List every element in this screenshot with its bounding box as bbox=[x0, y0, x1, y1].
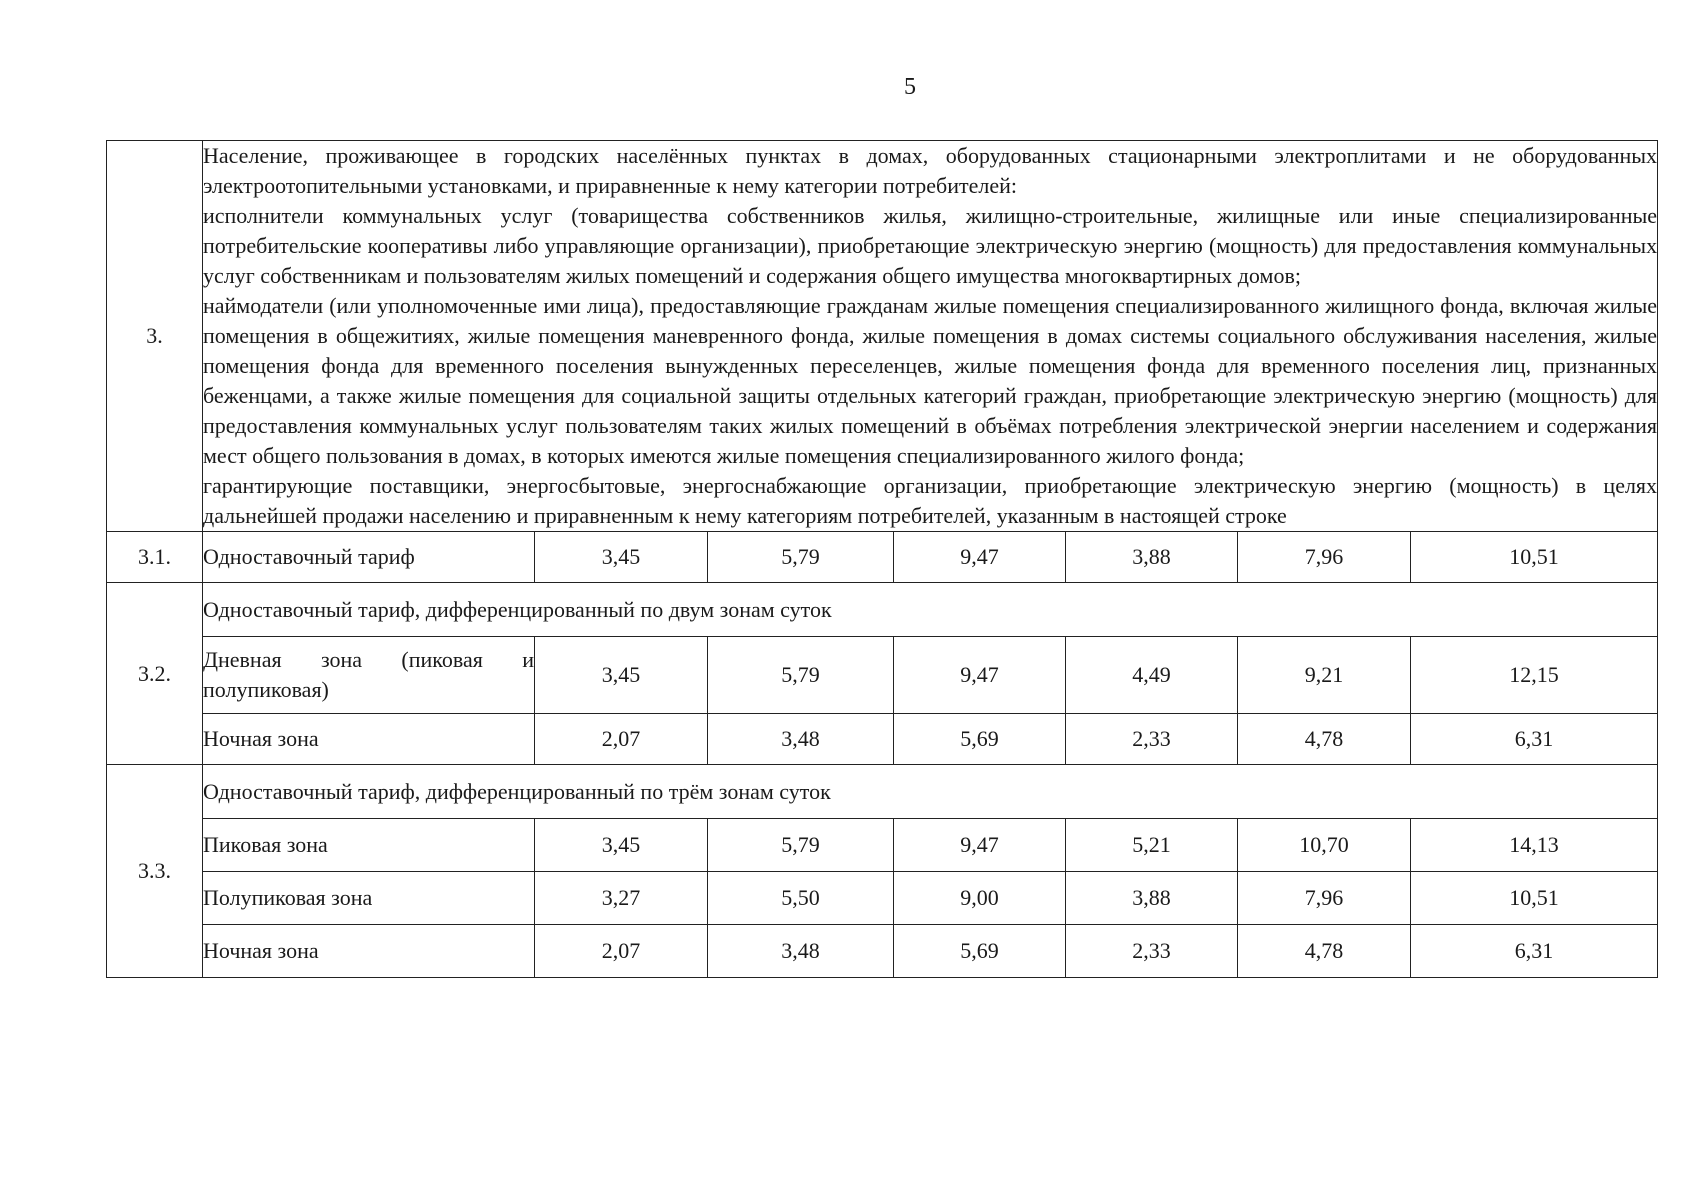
tariff-value: 5,21 bbox=[1066, 819, 1238, 872]
table-row bbox=[107, 583, 1658, 637]
tariff-value: 10,51 bbox=[1411, 532, 1658, 583]
tariff-value: 5,79 bbox=[708, 637, 894, 714]
tariff-value: 5,69 bbox=[894, 925, 1066, 978]
description-paragraph: Население, проживающее в городских населённых пунктах в домах, оборудованных стационарными электроплитами и не оборудованных электроотопительными установками, и приравненные к нему категории потребителей: bbox=[203, 143, 1658, 198]
tariff-value: 3,45 bbox=[535, 532, 708, 583]
row-number: 3.3. bbox=[107, 765, 203, 978]
tariff-value: 3,45 bbox=[535, 637, 708, 714]
tariff-value: 6,31 bbox=[1411, 925, 1658, 978]
subsection-heading: Одноставочный тариф, дифференцированный по двум зонам суток bbox=[203, 583, 1658, 637]
table-row bbox=[107, 819, 1658, 872]
tariff-value: 14,13 bbox=[1411, 819, 1658, 872]
tariff-value: 2,33 bbox=[1066, 714, 1238, 765]
tariff-value: 10,70 bbox=[1238, 819, 1411, 872]
tariff-value: 2,33 bbox=[1066, 925, 1238, 978]
table-row bbox=[107, 532, 1658, 583]
tariff-value: 2,07 bbox=[535, 925, 708, 978]
tariff-value: 3,27 bbox=[535, 872, 708, 925]
table-row bbox=[107, 714, 1658, 765]
zone-label: Полупиковая зона bbox=[203, 872, 535, 925]
tariff-label: Одноставочный тариф bbox=[203, 532, 535, 583]
subsection-heading: Одноставочный тариф, дифференцированный по трём зонам суток bbox=[203, 765, 1658, 819]
tariff-value: 3,45 bbox=[535, 819, 708, 872]
zone-label: Дневная зона (пиковая и полупиковая) bbox=[203, 637, 535, 714]
tariff-value: 5,79 bbox=[708, 532, 894, 583]
row-number: 3.1. bbox=[107, 532, 203, 583]
zone-label: Ночная зона bbox=[203, 925, 535, 978]
section-description bbox=[203, 141, 1658, 532]
tariff-value: 5,79 bbox=[708, 819, 894, 872]
tariff-value: 9,21 bbox=[1238, 637, 1411, 714]
tariff-value: 9,00 bbox=[894, 872, 1066, 925]
section-3-row bbox=[107, 141, 1658, 532]
table-row bbox=[107, 925, 1658, 978]
description-paragraph: наймодатели (или уполномоченные ими лица), предоставляющие гражданам жилые помещения специализированного жилищного фонда, включая жилые помещения в общежитиях, жилые помещения маневренного фонда, жилые помещения в домах системы социального обслуживания населения, жилые помещения фонда для временного поселения вынужденных переселенцев, жилые помещения фонда для временного поселения лиц, признанных беженцами, а также жилые помещения для социальной защиты отдельных категорий граждан, приобретающие электрическую энергию (мощность) для предоставления коммунальных услуг пользователям таких жилых помещений в объёмах потребления электрической энергии населением и содержания мест общего пользования в домах, в которых имеются жилые помещения специализированного жилого фонда; bbox=[203, 293, 1658, 468]
row-number: 3. bbox=[107, 141, 203, 532]
tariff-value: 3,48 bbox=[708, 714, 894, 765]
tariff-value: 5,69 bbox=[894, 714, 1066, 765]
description-paragraph: гарантирующие поставщики, энергосбытовые, энергоснабжающие организации, приобретающие электрическую энергию (мощность) в целях дальнейшей продажи населению и приравненным к нему категориям потребителей, указанным в настоящей строке bbox=[203, 473, 1658, 528]
zone-label: Пиковая зона bbox=[203, 819, 535, 872]
row-number: 3.2. bbox=[107, 583, 203, 765]
page-number: 5 bbox=[904, 74, 916, 100]
tariff-value: 10,51 bbox=[1411, 872, 1658, 925]
table-row bbox=[107, 765, 1658, 819]
tariff-value: 2,07 bbox=[535, 714, 708, 765]
tariff-value: 9,47 bbox=[894, 637, 1066, 714]
tariff-value: 9,47 bbox=[894, 819, 1066, 872]
tariff-value: 7,96 bbox=[1238, 872, 1411, 925]
tariff-value: 4,49 bbox=[1066, 637, 1238, 714]
tariff-value: 9,47 bbox=[894, 532, 1066, 583]
tariff-value: 6,31 bbox=[1411, 714, 1658, 765]
tariff-value: 3,88 bbox=[1066, 532, 1238, 583]
table-row bbox=[107, 637, 1658, 714]
tariff-value: 3,48 bbox=[708, 925, 894, 978]
description-paragraph: исполнители коммунальных услуг (товарищества собственников жилья, жилищно-строительные, жилищные или иные специализированные потребительские кооперативы либо управляющие организации), приобретающие электрическую энергию (мощность) для предоставления коммунальных услуг собственникам и пользователям жилых помещений и содержания общего имущества многоквартирных домов; bbox=[203, 203, 1658, 288]
tariff-table bbox=[106, 140, 1658, 978]
table-row bbox=[107, 872, 1658, 925]
tariff-value: 4,78 bbox=[1238, 714, 1411, 765]
tariff-value: 5,50 bbox=[708, 872, 894, 925]
tariff-value: 3,88 bbox=[1066, 872, 1238, 925]
tariff-value: 4,78 bbox=[1238, 925, 1411, 978]
zone-label: Ночная зона bbox=[203, 714, 535, 765]
tariff-value: 7,96 bbox=[1238, 532, 1411, 583]
tariff-value: 12,15 bbox=[1411, 637, 1658, 714]
